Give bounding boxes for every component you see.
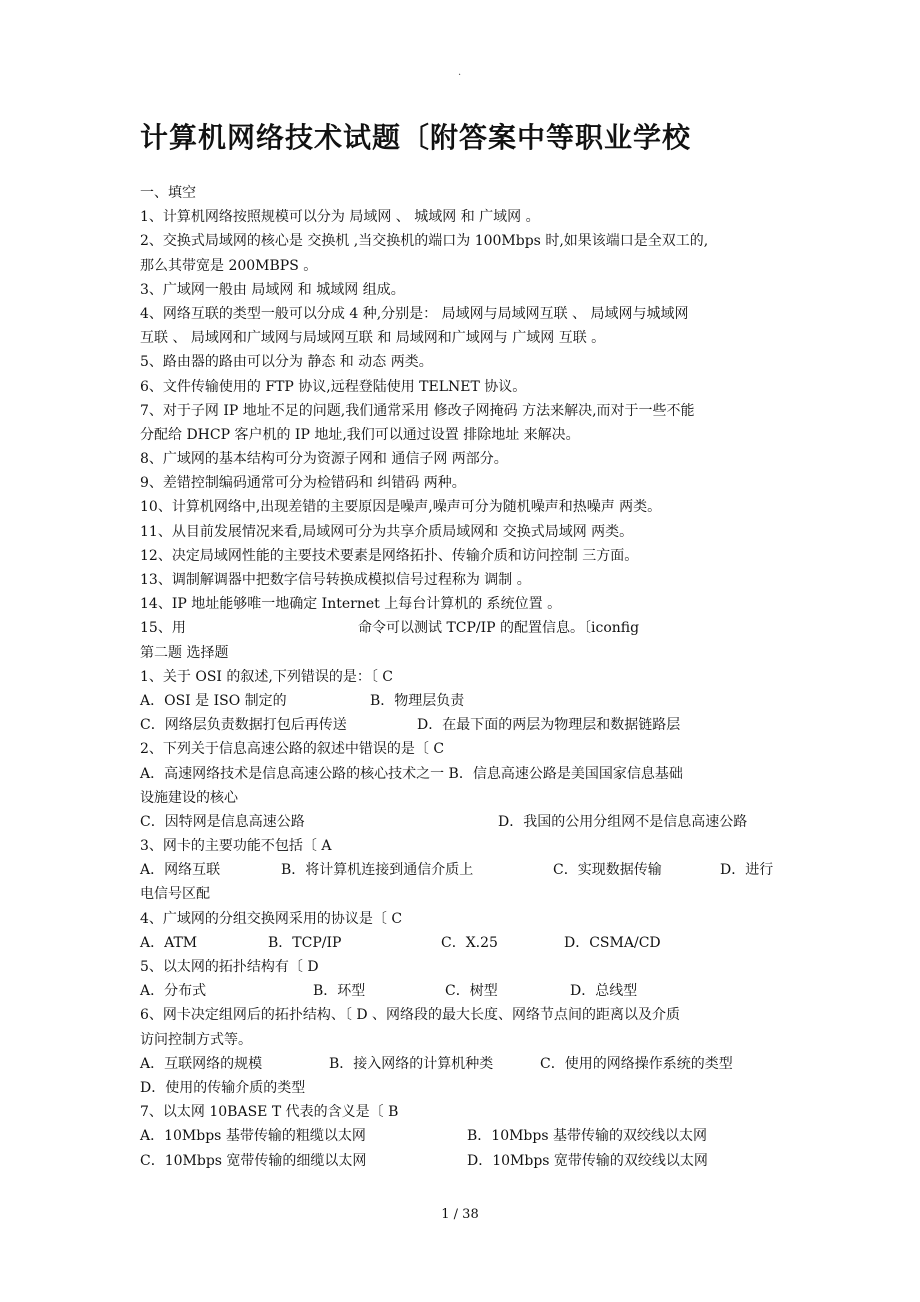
choice-6-options-abc: A．互联网络的规模 B．接入网络的计算机种类 C．使用的网络操作系统的类型 — [140, 1055, 733, 1072]
fill-question-10: 10、计算机网络中,出现差错的主要原因是噪声,噪声可分为随机噪声和热噪声 两类。 — [140, 499, 662, 516]
choice-7-options-ab: A．10Mbps 基带传输的粗缆以太网 B．10Mbps 基带传输的双绞线以太网 — [140, 1128, 707, 1145]
fill-question-11: 11、从目前发展情况来看,局域网可分为共享介质局域网和 交换式局域网 两类。 — [140, 523, 634, 540]
choice-question-4: 4、广域网的分组交换网采用的协议是〔 C — [140, 910, 403, 927]
fill-question-1: 1、计算机网络按照规模可以分为 局域网 、 城域网 和 广域网 。 — [140, 209, 540, 226]
choice-question-2: 2、下列关于信息高速公路的叙述中错误的是〔 C — [140, 741, 445, 758]
fill-question-14: 14、IP 地址能够唯一地确定 Internet 上每台计算机的 系统位置 。 — [140, 596, 562, 613]
choice-question-6: 6、网卡决定组网后的拓扑结构、〔 D 、网络段的最大长度、网络节点间的距离以及介质 — [140, 1007, 681, 1024]
fill-question-15: 15、用 命令可以测试 TCP/IP 的配置信息。〔iconfig — [140, 620, 640, 637]
choice-6-options-d: D．使用的传输介质的类型 — [140, 1079, 306, 1096]
fill-question-4: 4、网络互联的类型一般可以分成 4 种,分别是： 局域网与局域网互联 、 局域网与城域网 — [140, 305, 689, 322]
choice-4-options: A．ATM B．TCP/IP C．X.25 D．CSMA/CD — [140, 934, 661, 951]
choice-2-options-ab-cont: 设施建设的核心 — [140, 789, 238, 806]
choice-question-7: 7、以太网 10BASE T 代表的含义是〔 B — [140, 1104, 399, 1121]
fill-question-9: 9、差错控制编码通常可分为检错码和 纠错码 两种。 — [140, 475, 466, 492]
choice-section-heading: 第二题 选择题 — [140, 644, 229, 661]
choice-1-options-cd: C．网络层负责数据打包后再传送 D．在最下面的两层为物理层和数据链路层 — [140, 717, 681, 734]
choice-question-6-cont: 访问控制方式等。 — [140, 1031, 252, 1048]
fill-question-12: 12、决定局域网性能的主要技术要素是网络拓扑、传输介质和访问控制 三方面。 — [140, 547, 639, 564]
page-title: 计算机网络技术试题〔附答案中等职业学校 — [140, 121, 692, 154]
fill-question-4-cont: 互联 、 局域网和广域网与局域网互联 和 局域网和广域网与 广域网 互联 。 — [140, 330, 606, 347]
fill-question-7-cont: 分配给 DHCP 客户机的 IP 地址,我们可以通过设置 排除地址 来解决。 — [140, 426, 580, 443]
fill-question-13: 13、调制解调器中把数字信号转换成模拟信号过程称为 调制 。 — [140, 572, 531, 588]
fill-question-8: 8、广域网的基本结构可分为资源子网和 通信子网 两部分。 — [140, 451, 508, 468]
choice-question-3: 3、网卡的主要功能不包括〔 A — [140, 838, 332, 855]
fill-question-6: 6、文件传输使用的 FTP 协议,远程登陆使用 TELNET 协议。 — [140, 378, 527, 395]
page-number: 1 / 38 — [441, 1207, 479, 1222]
choice-3-options: A．网络互联 B．将计算机连接到通信介质上 C．实现数据传输 D．进行 — [140, 862, 774, 879]
choice-question-1: 1、关于 OSI 的叙述,下列错误的是：〔 C — [140, 668, 394, 685]
fill-question-2: 2、交换式局域网的核心是 交换机 ,当交换机的端口为 100Mbps 时,如果该端口是全双工的, — [140, 233, 709, 250]
header-mark: · — [458, 70, 462, 81]
choice-2-options-cd: C．因特网是信息高速公路 D．我国的公用分组网不是信息高速公路 — [140, 813, 748, 830]
fill-question-5: 5、路由器的路由可以分为 静态 和 动态 两类。 — [140, 354, 433, 371]
choice-2-options-ab: A．高速网络技术是信息高速公路的核心技术之一 B．信息高速公路是美国国家信息基础 — [140, 765, 683, 782]
document-body — [140, 181, 790, 1173]
choice-5-options: A．分布式 B．环型 C．树型 D．总线型 — [140, 983, 638, 1000]
choice-3-options-cont: 电信号区配 — [140, 886, 210, 903]
choice-question-5: 5、以太网的拓扑结构有〔 D — [140, 959, 319, 975]
fill-section-heading: 一、填空 — [140, 185, 196, 201]
choice-7-options-cd: C．10Mbps 宽带传输的细缆以太网 D．10Mbps 宽带传输的双绞线以太网 — [140, 1152, 708, 1169]
fill-question-2-cont: 那么其带宽是 200MBPS 。 — [140, 257, 318, 274]
fill-question-7: 7、对于子网 IP 地址不足的问题,我们通常采用 修改子网掩码 方法来解决,而对于一些不能 — [140, 402, 695, 419]
choice-1-options-ab: A．OSI 是 ISO 制定的 B．物理层负责 — [140, 692, 465, 709]
fill-question-3: 3、广域网一般由 局域网 和 城域网 组成。 — [140, 281, 405, 298]
